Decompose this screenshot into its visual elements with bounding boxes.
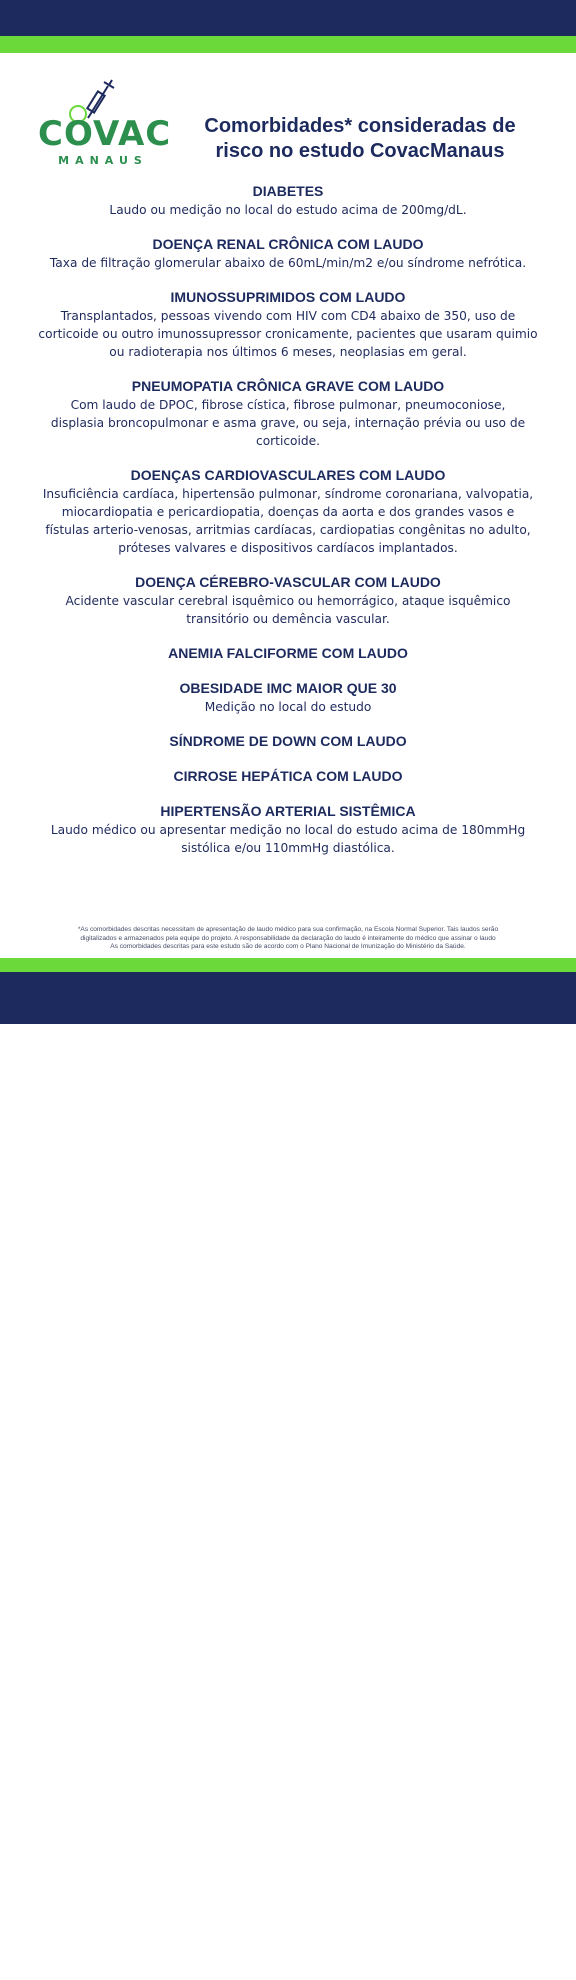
comorbidity-description-line: Taxa de filtração glomerular abaixo de 60mL/min/m2 e/ou síndrome nefrótica. xyxy=(49,256,527,270)
comorbidity-title: ANEMIA FALCIFORME COM LAUDO xyxy=(168,645,408,661)
header xyxy=(0,66,576,166)
comorbidity-description-line: ou radioterapia nos últimos 6 meses, neoplasias em geral. xyxy=(109,345,467,359)
partner-emblem-icon xyxy=(60,1967,69,1976)
comorbidity-description-line: Laudo ou medição no local do estudo acima de 200mg/dL. xyxy=(109,203,467,217)
comorbidity-item xyxy=(20,767,556,786)
partner-logo xyxy=(102,1967,143,1976)
partner-name: Educação xyxy=(217,1966,255,1976)
page-title-line-1: Comorbidades* consideradas de xyxy=(204,115,516,137)
partner-logo xyxy=(267,1967,319,1976)
comorbidity-description-line: fístulas arterio-venosas, arritmias cardíacas, cardiopatias congênitas no adulto, xyxy=(45,523,531,537)
partner-logo xyxy=(60,1967,91,1976)
comorbidity-description-line: Transplantados, pessoas vivendo com HIV com CD4 abaixo de 350, uso de xyxy=(60,309,516,323)
footnote-line: digitalizados e armazenados pela equipe do projeto. A responsabilidade da declaração do laudo é inteiramente do médico que assinar o laudo xyxy=(80,934,496,942)
bottom-green-bar xyxy=(0,958,576,972)
footnote xyxy=(24,926,552,952)
partner-name: FAPEAM xyxy=(388,1966,422,1976)
comorbidity-item xyxy=(20,573,556,628)
partner-emblem-icon xyxy=(102,1967,111,1976)
partner-emblem-icon xyxy=(377,1967,386,1976)
comorbidity-title: DOENÇAS CARDIOVASCULARES COM LAUDO xyxy=(130,467,446,483)
comorbidity-description-line: Acidente vascular cerebral isquêmico ou hemorrágico, ataque isquêmico xyxy=(65,594,511,608)
comorbidity-description-line: Com laudo de DPOC, fibrose cística, fibrose pulmonar, pneumoconiose, xyxy=(70,398,506,412)
comorbidity-title: SÍNDROME DE DOWN COM LAUDO xyxy=(169,733,407,749)
comorbidity-description-line: transitório ou demência vascular. xyxy=(186,612,390,626)
comorbidity-description-line: Laudo médico ou apresentar medição no local do estudo acima de 180mmHg xyxy=(50,823,526,837)
partner-logo xyxy=(433,1967,461,1976)
partner-emblem-icon xyxy=(330,1967,339,1976)
partner-name: Segurança xyxy=(277,1966,319,1976)
comorbidity-title: DOENÇA RENAL CRÔNICA COM LAUDO xyxy=(152,236,424,252)
partner-emblem-icon xyxy=(433,1967,442,1976)
comorbidity-description-line: próteses valvares e dispositivos cardíacos implantados. xyxy=(118,541,458,555)
partner-name: SEMSA xyxy=(165,1966,195,1976)
comorbidity-description-line: miocardiopatia e pericardiopatia, doenças da aorta e dos grandes vasos e xyxy=(61,505,515,519)
comorbidity-title: PNEUMOPATIA CRÔNICA GRAVE COM LAUDO xyxy=(131,378,445,394)
footnote-line: *As comorbidades descritas necessitam de apresentação de laudo médico para sua confirmação, na Escola Normal Superior. Tais laudos serão xyxy=(77,926,499,933)
partner-logo xyxy=(206,1967,255,1976)
comorbidity-item xyxy=(20,377,556,450)
comorbidity-item xyxy=(20,466,556,557)
comorbidity-item xyxy=(20,644,556,663)
comorbidity-item xyxy=(20,182,556,219)
partner-logos xyxy=(60,1962,530,1980)
partner-name: Saúde xyxy=(341,1966,366,1976)
page-title-line-2: risco no estudo CovacManaus xyxy=(215,140,505,162)
partner-name: UEA xyxy=(444,1966,462,1976)
partner-emblem-icon xyxy=(155,1967,164,1976)
comorbidity-title: IMUNOSSUPRIMIDOS COM LAUDO xyxy=(170,289,406,305)
comorbidity-title: DIABETES xyxy=(252,183,324,199)
partner-name: ILMD xyxy=(71,1966,91,1976)
comorbidity-title: OBESIDADE IMC MAIOR QUE 30 xyxy=(179,680,397,696)
comorbidity-description-line: sistólica e/ou 110mmHg diastólica. xyxy=(181,841,395,855)
comorbidity-description-line: corticoide ou outro imunossupressor cronicamente, pacientes que usaram quimio xyxy=(38,327,538,341)
comorbidity-item xyxy=(20,732,556,751)
comorbidity-description-line: Insuficiência cardíaca, hipertensão pulmonar, síndrome coronariana, valvopatia, xyxy=(42,487,534,501)
comorbidity-description-line: Medição no local do estudo xyxy=(204,700,372,714)
partner-name: AMAZONAS xyxy=(483,1966,530,1976)
logo-sub-text: MANAUS xyxy=(58,154,148,167)
partner-emblem-icon xyxy=(267,1967,276,1976)
logo-main-text: COVAC xyxy=(38,114,172,154)
partner-logo xyxy=(473,1967,530,1976)
partner-emblem-icon xyxy=(473,1967,482,1976)
comorbidity-item xyxy=(20,288,556,361)
comorbidity-description-line: displasia broncopulmonar e asma grave, ou seja, internação prévia ou uso de xyxy=(50,416,526,430)
comorbidity-title: CIRROSE HEPÁTICA COM LAUDO xyxy=(173,768,403,784)
comorbidity-title: DOENÇA CÉREBRO-VASCULAR COM LAUDO xyxy=(135,574,441,590)
top-navy-bar xyxy=(0,0,576,36)
page-title xyxy=(180,114,540,164)
bottom-navy-bar xyxy=(0,972,576,1976)
comorbidity-title: HIPERTENSÃO ARTERIAL SISTÊMICA xyxy=(160,803,416,819)
comorbidity-description-line: corticoide. xyxy=(256,434,320,448)
partner-logo xyxy=(155,1967,194,1976)
partner-name: Manaus xyxy=(113,1966,144,1976)
footnote-line: As comorbidades descritas para este estudo são de acordo com o Plano Nacional de Imunização do Ministério da Saúde. xyxy=(110,943,466,951)
top-green-bar xyxy=(0,36,576,53)
comorbidity-item xyxy=(20,235,556,272)
comorbidity-item xyxy=(20,679,556,716)
comorbidity-list xyxy=(20,182,556,873)
partner-emblem-icon xyxy=(206,1967,215,1976)
covac-manaus-logo xyxy=(38,74,172,167)
partner-logo xyxy=(330,1967,365,1976)
comorbidity-item xyxy=(20,802,556,857)
partner-logo xyxy=(377,1967,421,1976)
